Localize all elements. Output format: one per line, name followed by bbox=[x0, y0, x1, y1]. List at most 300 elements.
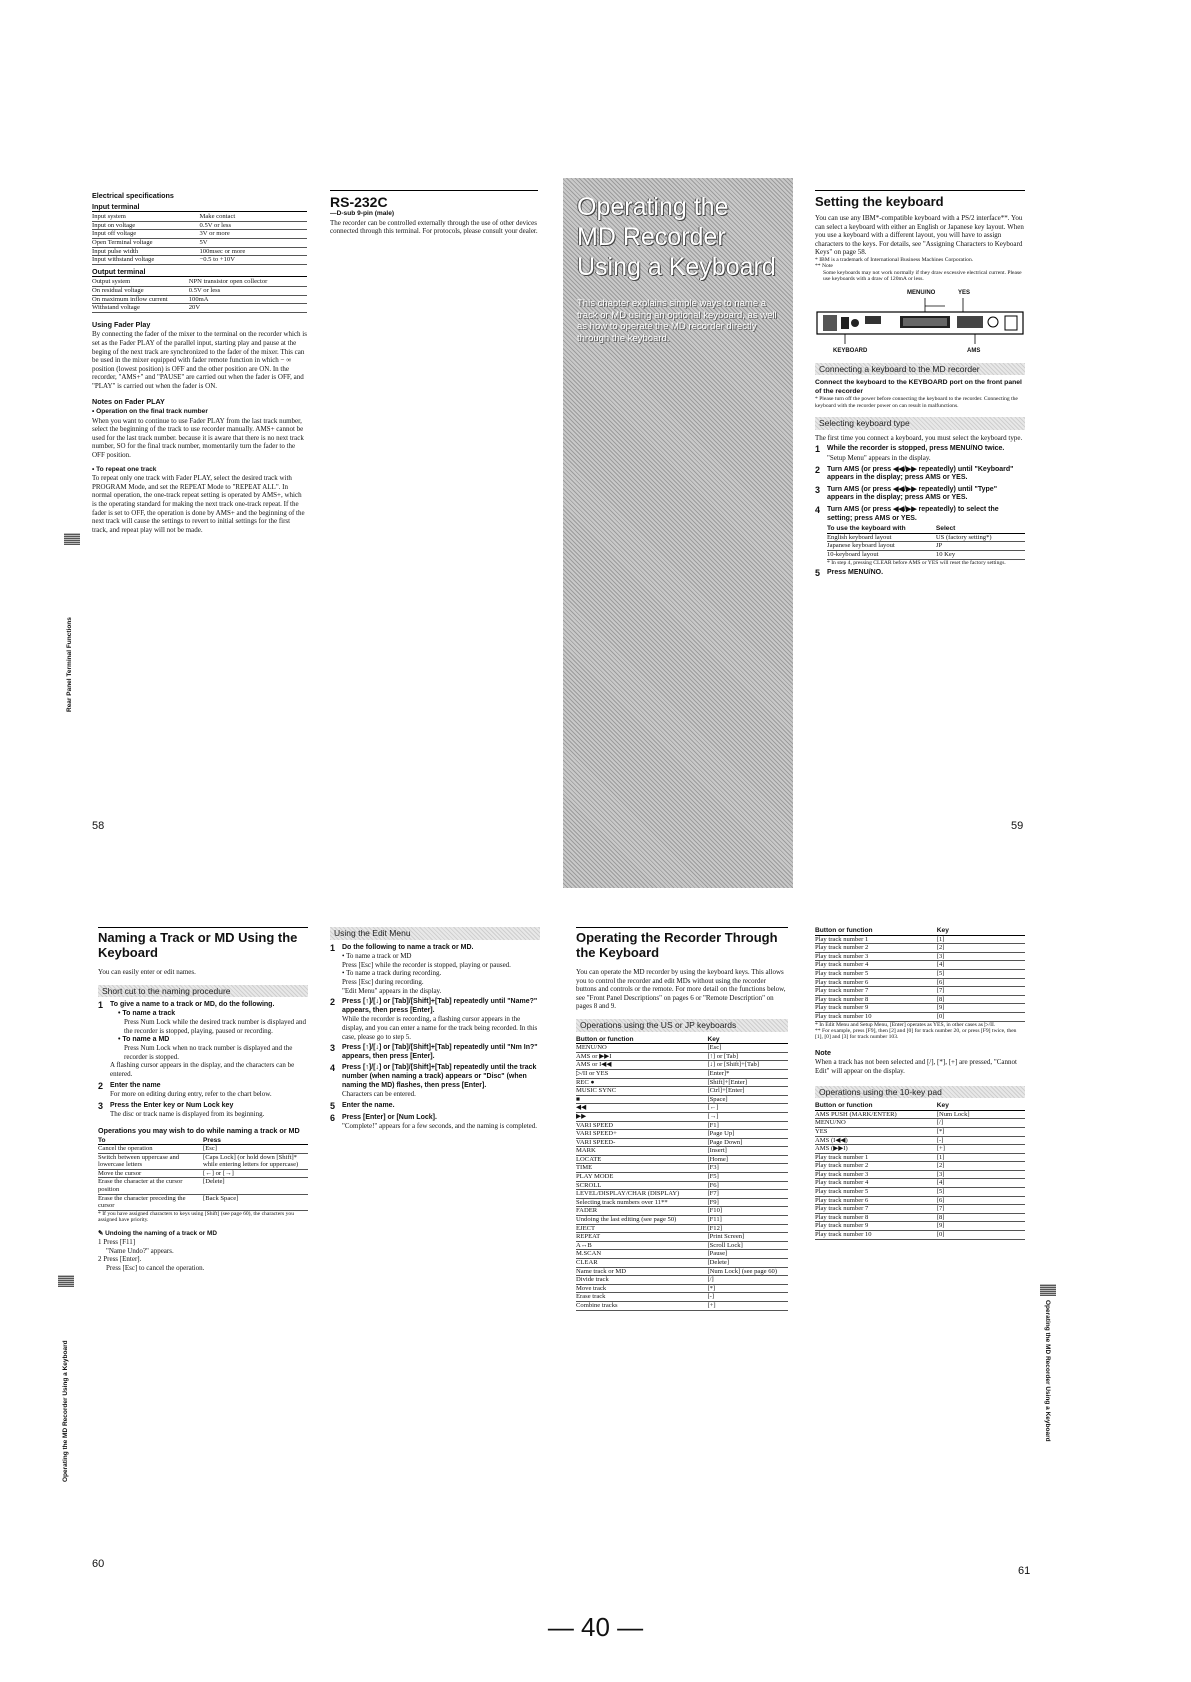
connect-text: Connect the keyboard to the KEYBOARD port on the front panel of the recorder bbox=[815, 379, 1022, 395]
undo-step-2b: Press [Esc] to cancel the operation. bbox=[106, 1264, 205, 1273]
table-row bbox=[576, 1173, 788, 1182]
edit-menu-section bbox=[330, 927, 540, 1131]
table-cell: Play track number 6 bbox=[815, 978, 937, 987]
table-cell: [2] bbox=[937, 1162, 1025, 1171]
table-cell: Key bbox=[707, 1036, 788, 1044]
table-cell: [Delete] bbox=[707, 1259, 788, 1268]
table-cell: [1] bbox=[937, 1153, 1025, 1162]
table-cell: [←] or [→] bbox=[203, 1169, 308, 1178]
side-tab-60: Operating the MD Recorder Using a Keyboard bbox=[62, 1340, 69, 1482]
step-item bbox=[815, 445, 1025, 462]
table-cell: AMS PUSH (MARK/ENTER) bbox=[815, 1110, 937, 1119]
step-body bbox=[342, 1044, 540, 1061]
table-row bbox=[815, 1231, 1025, 1240]
step-body bbox=[827, 506, 1025, 523]
page61-intro: You can operate the MD recorder by using the keyboard keys. This allows you to control the recorder and edit MDs without using the recorder buttons and controls or the remote. For more detail on the functions below, see "Front Panel Descriptions" on pages 6 or "Remote Description" on pages 8 and 9. bbox=[576, 968, 786, 1011]
keyboard-type-table bbox=[827, 525, 1025, 559]
table-row bbox=[576, 1155, 788, 1164]
input-heading: Input terminal bbox=[92, 203, 307, 213]
page-61-right bbox=[815, 927, 1025, 1240]
notes-heading: Notes on Fader PLAY bbox=[92, 397, 165, 407]
table-cell: 0.5V or less bbox=[200, 221, 308, 230]
table-row bbox=[815, 1170, 1025, 1179]
table-cell: JP bbox=[936, 542, 1025, 551]
table-row bbox=[92, 213, 307, 221]
table-cell: [8] bbox=[937, 995, 1025, 1004]
table-row bbox=[576, 1087, 788, 1096]
table-cell: YES bbox=[815, 1127, 937, 1136]
table-row bbox=[815, 952, 1025, 961]
table-cell: [F9] bbox=[707, 1198, 788, 1207]
step-1-num: 1 bbox=[98, 1000, 104, 1011]
step-body bbox=[342, 1102, 540, 1111]
table-cell: Play track number 8 bbox=[815, 1213, 937, 1222]
table-cell: Withstand voltage bbox=[92, 304, 189, 313]
table-cell: Move track bbox=[576, 1284, 707, 1293]
table-cell: Combine tracks bbox=[576, 1301, 707, 1310]
table-row bbox=[576, 1224, 788, 1233]
table-cell: VARI SPEED+ bbox=[576, 1130, 707, 1139]
table-cell: Cancel the operation bbox=[98, 1145, 203, 1154]
table-cell: [Esc] bbox=[707, 1044, 788, 1053]
naming-steps bbox=[98, 1001, 308, 1119]
recorder-drawing bbox=[815, 298, 1025, 348]
step-text: While the recorder is recording, a flashing cursor appears in the display, and you can enter a name for the track being recorded. In this case, please go to step 5. bbox=[342, 1015, 538, 1041]
table-cell: 10-keyboard layout bbox=[827, 550, 936, 559]
table-cell: [Home] bbox=[707, 1155, 788, 1164]
table-cell: [7] bbox=[937, 987, 1025, 996]
table-cell: SCROLL bbox=[576, 1181, 707, 1190]
table-cell: [4] bbox=[937, 961, 1025, 970]
type-table-wrap bbox=[827, 525, 1025, 566]
right-footnote-2: ** For example, press [F9], then [2] and [0] for track number 20, or press [F9] twice, then [1], [0] and [3] for track number 103. bbox=[815, 1027, 1017, 1041]
table-cell: [Shift]+[Enter] bbox=[707, 1078, 788, 1087]
step-3-text: The disc or track name is displayed from its beginning. bbox=[110, 1110, 265, 1119]
table-row bbox=[815, 1213, 1025, 1222]
table-row bbox=[576, 1078, 788, 1087]
table-cell: Button or function bbox=[815, 927, 937, 935]
table-cell: MARK bbox=[576, 1147, 707, 1156]
table-cell: [/] bbox=[937, 1119, 1025, 1128]
shortcut-heading: Short cut to the naming procedure bbox=[98, 985, 308, 998]
table-cell: Output system bbox=[92, 278, 189, 286]
step-5-num: 5 bbox=[815, 567, 821, 578]
table-cell: EJECT bbox=[576, 1224, 707, 1233]
label-menu-no: MENU/NO bbox=[907, 289, 936, 296]
table-cell: [F5] bbox=[707, 1173, 788, 1182]
step-number: 4 bbox=[330, 1063, 336, 1074]
table-cell: [←] bbox=[707, 1104, 788, 1113]
spec-title: Electrical specifications bbox=[92, 191, 174, 200]
table-cell: [-] bbox=[937, 1136, 1025, 1145]
table-cell: [Enter]* bbox=[707, 1069, 788, 1078]
note1-text: When you want to continue to use Fader PLAY from the last track number, select the beginning of the track to use recorder manually. AMS+ cannot be used for the last track number. because it is aware that there is no next track number, SO for the final track number, momentarily turn the fader to the OFF position. bbox=[92, 416, 304, 460]
fader-text: By connecting the fader of the mixer to the terminal on the recorder which is set as the Fader PLAY of the parallel input, starting play and pause at the beging of the next track are synchronized to the fader of the mixer. This can be used in the mixer equipped with fader remote function in which − ∞ position (lowest position) is OFF and the other position are ON. In the recorder, "AMS+" and "PAUSE" are carried out when the fader is OFF, and "PLAY" is carried out when the fader is ON. bbox=[92, 330, 307, 390]
table-row bbox=[576, 1267, 788, 1276]
table-cell: [F12] bbox=[707, 1224, 788, 1233]
table-row bbox=[92, 256, 307, 265]
table-cell: English keyboard layout bbox=[827, 533, 936, 542]
step-number: 1 bbox=[815, 444, 821, 455]
table-row bbox=[576, 1104, 788, 1113]
select-steps bbox=[815, 445, 1025, 523]
table-cell: [F10] bbox=[707, 1207, 788, 1216]
type-table-note: * In step 4, pressing CLEAR before AMS or YES will reset the factory settings. bbox=[827, 559, 1006, 566]
table-row bbox=[576, 1301, 788, 1310]
table-row bbox=[576, 1095, 788, 1104]
table-cell: Input withstand voltage bbox=[92, 256, 200, 265]
table-cell: Play track number 7 bbox=[815, 1205, 937, 1214]
table-cell: [F6] bbox=[707, 1181, 788, 1190]
table-cell: Play track number 5 bbox=[815, 969, 937, 978]
table-row bbox=[98, 1145, 308, 1154]
table-cell: [Page Up] bbox=[707, 1130, 788, 1139]
table-cell: AMS (I◀◀) bbox=[815, 1136, 937, 1145]
table-cell: To use the keyboard with bbox=[827, 525, 936, 533]
page-number-59: 59 bbox=[1011, 820, 1024, 832]
table-row bbox=[576, 1044, 788, 1053]
table-cell: Japanese keyboard layout bbox=[827, 542, 936, 551]
table-row bbox=[576, 1276, 788, 1285]
table-row bbox=[576, 1216, 788, 1225]
side-tab-rear-panel: Rear Panel Terminal Functions bbox=[66, 617, 73, 712]
table-row bbox=[98, 1153, 308, 1169]
table-row bbox=[815, 1222, 1025, 1231]
table-row bbox=[815, 1162, 1025, 1171]
table-row bbox=[576, 1207, 788, 1216]
step-1b-text: Press Num Lock when no track number is displayed and the recorder is stopped. bbox=[124, 1044, 293, 1061]
table-cell: Name track or MD bbox=[576, 1267, 707, 1276]
step-text: "Complete!" appears for a few seconds, and the naming is completed. bbox=[342, 1122, 538, 1131]
table-row bbox=[815, 995, 1025, 1004]
us-heading: Operations using the US or JP keyboards bbox=[576, 1019, 788, 1032]
step-1b-title: • To name a MD bbox=[118, 1035, 170, 1043]
table-row bbox=[815, 987, 1025, 996]
table-cell: 100msec or more bbox=[200, 247, 308, 256]
side-tab-61: Operating the MD Recorder Using a Keyboard bbox=[1044, 1300, 1051, 1442]
select-heading: Selecting keyboard type bbox=[815, 417, 1025, 430]
note1-title: • Operation on the final track number bbox=[92, 408, 208, 416]
table-cell: Play track number 2 bbox=[815, 1162, 937, 1171]
step-item bbox=[330, 1102, 540, 1111]
table-cell: [Delete] bbox=[203, 1178, 308, 1194]
page59-intro: You can use any IBM*-compatible keyboard with a PS/2 interface**. You can select a keyboard with either an English or Japanese key layout. When you use a keyboard with a different layout, you will have to assign characters to the keys. For details, see "Assigning Characters to Keyboard Keys" on page 58. bbox=[815, 214, 1024, 257]
table-cell: [*] bbox=[707, 1284, 788, 1293]
page60-intro: You can easily enter or edit names. bbox=[98, 968, 196, 976]
step-item bbox=[330, 1114, 540, 1131]
fader-heading: Using Fader Play bbox=[92, 319, 151, 329]
select-intro: The first time you connect a keyboard, you must select the keyboard type. bbox=[815, 433, 1023, 442]
step-body bbox=[827, 445, 1025, 462]
table-cell: Play track number 10 bbox=[815, 1231, 937, 1240]
rs232-title: RS-232C bbox=[330, 194, 388, 210]
table-cell: [2] bbox=[937, 944, 1025, 953]
table-row bbox=[827, 550, 1025, 559]
table-cell: Play track number 10 bbox=[815, 1012, 937, 1021]
step-1a-text: Press Num Lock while the desired track number is displayed and the recorder is stopped, playing, paused or recording. bbox=[124, 1018, 306, 1035]
table-cell: Button or function bbox=[815, 1102, 937, 1110]
step-2-num: 2 bbox=[98, 1080, 104, 1091]
chapter-title bbox=[577, 192, 776, 282]
table-cell: [Num Lock] bbox=[937, 1110, 1025, 1119]
table-row bbox=[92, 221, 307, 230]
page-number-58: 58 bbox=[92, 820, 105, 832]
table-cell: [3] bbox=[937, 1170, 1025, 1179]
step-title: Press [↑]/[↓] or [Tab]/[Shift]+[Tab] repeatedly until "Name?" appears, then press [Enter]. bbox=[342, 998, 538, 1014]
chapter-title-line-1: Operating the bbox=[577, 193, 729, 221]
step-title: Turn AMS (or press ◀◀/▶▶ repeatedly) until "Keyboard" appears in the display; press AMS or YES. bbox=[827, 465, 1014, 482]
table-cell: On residual voltage bbox=[92, 286, 189, 295]
rs232-subtitle: —D-sub 9-pin (male) bbox=[330, 210, 395, 217]
table-cell: [F1] bbox=[707, 1121, 788, 1130]
step-title: Press [↑]/[↓] or [Tab]/[Shift]+[Tab] repeatedly until the track number (when naming a track) appears or "Disc" (when naming the MD) flashes, then press [Enter]. bbox=[342, 1064, 537, 1089]
table-cell: 5V bbox=[200, 238, 308, 247]
table-cell: [5] bbox=[937, 1188, 1025, 1197]
table-row bbox=[576, 1241, 788, 1250]
output-terminal-table bbox=[92, 278, 307, 312]
table-row bbox=[576, 1284, 788, 1293]
table-cell: AMS or I◀◀ bbox=[576, 1061, 707, 1070]
table-row bbox=[92, 295, 307, 304]
step-body bbox=[342, 1114, 540, 1131]
table-row bbox=[576, 1198, 788, 1207]
output-heading: Output terminal bbox=[92, 268, 307, 278]
table-header-row bbox=[98, 1137, 308, 1145]
table-cell: Play track number 1 bbox=[815, 935, 937, 944]
table-cell: Play track number 3 bbox=[815, 1170, 937, 1179]
tenkey-table bbox=[815, 1102, 1025, 1240]
ops-heading: Operations you may wish to do while naming a track or MD bbox=[98, 1125, 300, 1135]
table-cell: [3] bbox=[937, 952, 1025, 961]
table-cell: LOCATE bbox=[576, 1155, 707, 1164]
chapter-title-line-3: Using a Keyboard bbox=[577, 253, 776, 281]
step-body bbox=[827, 466, 1025, 483]
step-number: 1 bbox=[330, 942, 336, 953]
us-keyboard-table bbox=[576, 1036, 788, 1311]
table-row bbox=[815, 1179, 1025, 1188]
edit-menu-steps bbox=[330, 944, 540, 1131]
table-row bbox=[815, 935, 1025, 944]
step-title: While the recorder is stopped, press MENU/NO twice. bbox=[827, 445, 1005, 453]
page-59 bbox=[815, 190, 1025, 578]
right-footnote-1: * In Edit Menu and Setup Menu, [Enter] operates as YES, in other cases as ▷/II. bbox=[815, 1021, 996, 1028]
table-cell: [Num Lock] (see page 60) bbox=[707, 1267, 788, 1276]
table-row bbox=[815, 978, 1025, 987]
table-cell: [0] bbox=[937, 1231, 1025, 1240]
step-number: 5 bbox=[330, 1100, 336, 1111]
undo-step-2: 2 Press [Enter]. bbox=[98, 1255, 142, 1264]
table-cell: [+] bbox=[707, 1301, 788, 1310]
table-cell: Key bbox=[937, 927, 1025, 935]
table-cell: REC ● bbox=[576, 1078, 707, 1087]
footnote-ibm: * IBM is a trademark of International Business Machines Corporation. bbox=[815, 256, 974, 263]
edit-menu-heading: Using the Edit Menu bbox=[330, 927, 540, 940]
table-cell: 0.5V or less bbox=[189, 286, 307, 295]
label-keyboard: KEYBOARD bbox=[833, 347, 868, 354]
table-row bbox=[576, 1138, 788, 1147]
table-row bbox=[815, 1153, 1025, 1162]
footnote-current: Some keyboards may not work normally if they draw excessive electrical current. Please use keyboards with a draw of 120mA or less. bbox=[823, 269, 1022, 283]
step-number: 2 bbox=[815, 464, 821, 475]
ops-note: * If you have assigned characters to keys using [Shift] (see page 60), the characters you assigned have priority. bbox=[98, 1210, 295, 1224]
track-number-table bbox=[815, 927, 1025, 1022]
table-cell: NPN transistor open collector bbox=[189, 278, 307, 286]
table-cell: [→] bbox=[707, 1112, 788, 1121]
table-cell: MENU/NO bbox=[576, 1044, 707, 1053]
step-item bbox=[815, 506, 1025, 523]
step-number: 2 bbox=[330, 997, 336, 1008]
table-cell: Key bbox=[937, 1102, 1025, 1110]
label-ams: AMS bbox=[967, 347, 981, 354]
table-cell: [*] bbox=[937, 1127, 1025, 1136]
table-cell: Select bbox=[936, 525, 1025, 533]
table-cell: FADER bbox=[576, 1207, 707, 1216]
table-cell: Play track number 4 bbox=[815, 1179, 937, 1188]
step-item bbox=[815, 466, 1025, 483]
table-cell: 10 Key bbox=[936, 550, 1025, 559]
table-cell: Switch between uppercase and lowercase letters bbox=[98, 1153, 203, 1169]
table-row bbox=[815, 1004, 1025, 1013]
step-2-title: Enter the name bbox=[110, 1081, 161, 1089]
note2-title: • To repeat one track bbox=[92, 465, 157, 473]
table-row bbox=[815, 961, 1025, 970]
table-cell: [Caps Lock] (or hold down [Shift]* while entering letters for uppercase) bbox=[203, 1153, 308, 1169]
table-cell: [Space] bbox=[707, 1095, 788, 1104]
table-cell: Divide track bbox=[576, 1276, 707, 1285]
table-cell: Undoing the last editing (see page 50) bbox=[576, 1216, 707, 1225]
step-3-num: 3 bbox=[98, 1100, 104, 1111]
step-5 bbox=[815, 569, 1025, 578]
undo-heading: ✎ Undoing the naming of a track or MD bbox=[98, 1229, 217, 1237]
table-row bbox=[815, 1127, 1025, 1136]
undo-step-1b: "Name Undo?" appears. bbox=[106, 1246, 174, 1255]
table-cell: Open Terminal voltage bbox=[92, 238, 200, 247]
note-text: When a track has not been selected and [/], [*], [+] are pressed, "Cannot Edit" will appear on the display. bbox=[815, 1058, 1017, 1075]
chapter-description: This chapter explains simple ways to name a track or MD using an optional keyboard, as well as how to operate the MD recorder directly through the keyboard. bbox=[577, 298, 777, 344]
table-cell: Move the cursor bbox=[98, 1169, 203, 1178]
page59-title: Setting the keyboard bbox=[815, 194, 944, 209]
chapter-title-line-2: MD Recorder bbox=[577, 223, 726, 251]
table-cell: Play track number 5 bbox=[815, 1188, 937, 1197]
table-row bbox=[815, 1119, 1025, 1128]
note2-text: To repeat only one track with Fader PLAY, select the desired track with PROGRAM Mode, and set the REPEAT Mode to "REPEAT ALL". In normal operation, the one-track repeat setting is operated by AMS+, which is the operating standard for making the next track one-track repeat. If the fader is set to OFF, the operation is done by AMS+ and the beginning of the next track will cause the settings to revert to initial settings for the first track, and repeat play will not be made. bbox=[92, 474, 305, 534]
table-row bbox=[92, 286, 307, 295]
table-cell: ◀◀ bbox=[576, 1104, 707, 1113]
table-cell: −0.5 to +10V bbox=[200, 256, 308, 265]
table-cell: [Ctrl]+[Enter] bbox=[707, 1087, 788, 1096]
table-cell: [0] bbox=[937, 1012, 1025, 1021]
table-cell: [9] bbox=[937, 1222, 1025, 1231]
table-row bbox=[92, 238, 307, 247]
table-row bbox=[576, 1069, 788, 1078]
table-header-row bbox=[576, 1036, 788, 1044]
table-cell: Play track number 2 bbox=[815, 944, 937, 953]
table-cell: ▷/II or YES bbox=[576, 1069, 707, 1078]
table-row bbox=[576, 1130, 788, 1139]
side-tab-marker-61 bbox=[1040, 1284, 1056, 1296]
table-cell: PLAY MODE bbox=[576, 1173, 707, 1182]
table-cell: Play track number 4 bbox=[815, 961, 937, 970]
table-cell: On maximum inflow current bbox=[92, 295, 189, 304]
table-cell: [Esc] bbox=[203, 1145, 308, 1154]
step-item bbox=[330, 1064, 540, 1098]
step-item bbox=[330, 1044, 540, 1061]
label-yes: YES bbox=[958, 289, 971, 296]
table-cell: 20V bbox=[189, 304, 307, 313]
rs232-section bbox=[330, 190, 538, 236]
table-cell: [Print Screen] bbox=[707, 1233, 788, 1242]
step-item bbox=[330, 998, 540, 1041]
table-cell: ■ bbox=[576, 1095, 707, 1104]
table-cell: Make contact bbox=[200, 213, 308, 221]
table-cell: [7] bbox=[937, 1205, 1025, 1214]
table-cell: Input off voltage bbox=[92, 230, 200, 239]
step-2-text: For more on editing during entry, refer to the chart below. bbox=[110, 1090, 272, 1099]
step-1-after: A flashing cursor appears in the display, and the characters can be entered. bbox=[110, 1061, 295, 1078]
page61-title: Operating the Recorder Through the Keyboard bbox=[576, 930, 778, 960]
table-cell: Play track number 8 bbox=[815, 995, 937, 1004]
undo-step-1: 1 Press [F11] bbox=[98, 1238, 136, 1247]
page-61-main bbox=[576, 927, 788, 1311]
table-cell: VARI SPEED bbox=[576, 1121, 707, 1130]
table-cell: To bbox=[98, 1137, 203, 1145]
table-row bbox=[827, 533, 1025, 542]
table-row bbox=[576, 1181, 788, 1190]
table-cell: Play track number 6 bbox=[815, 1196, 937, 1205]
table-row bbox=[576, 1052, 788, 1061]
page60-title: Naming a Track or MD Using the Keyboard bbox=[98, 930, 298, 960]
rs232-text: The recorder can be controlled externally through the use of other devices connected through this terminal. For protocols, please consult your dealer. bbox=[330, 218, 538, 236]
table-row bbox=[815, 944, 1025, 953]
connect-heading: Connecting a keyboard to the MD recorder bbox=[815, 363, 1025, 376]
table-row bbox=[576, 1147, 788, 1156]
step-title: Turn AMS (or press ◀◀/▶▶ repeatedly) to select the setting; press AMS or YES. bbox=[827, 505, 999, 522]
table-cell: [/] bbox=[707, 1276, 788, 1285]
table-header-row bbox=[827, 525, 1025, 533]
step-body bbox=[342, 998, 540, 1041]
step-number: 3 bbox=[330, 1043, 336, 1054]
side-tab-marker-60 bbox=[58, 1275, 74, 1287]
table-cell: [F7] bbox=[707, 1190, 788, 1199]
table-row bbox=[92, 304, 307, 313]
table-cell: [↑] or [Tab] bbox=[707, 1052, 788, 1061]
page-number-61: 61 bbox=[1018, 1565, 1031, 1577]
table-row bbox=[92, 230, 307, 239]
table-cell: MUSIC SYNC bbox=[576, 1087, 707, 1096]
footnote-note: ** Note bbox=[815, 263, 833, 270]
table-row bbox=[576, 1121, 788, 1130]
step-body bbox=[342, 944, 540, 996]
table-cell: Press bbox=[203, 1137, 308, 1145]
step-body bbox=[342, 1064, 540, 1098]
table-cell: AMS or ▶▶I bbox=[576, 1052, 707, 1061]
table-cell: Erase the character at the cursor position bbox=[98, 1178, 203, 1194]
table-cell: [1] bbox=[937, 935, 1025, 944]
step-body bbox=[827, 486, 1025, 503]
table-cell: M.SCAN bbox=[576, 1250, 707, 1259]
table-row bbox=[576, 1112, 788, 1121]
table-row bbox=[827, 542, 1025, 551]
step-title: Do the following to name a track or MD. bbox=[342, 943, 474, 951]
table-row bbox=[92, 278, 307, 286]
step-number: 6 bbox=[330, 1112, 336, 1123]
table-cell: [8] bbox=[937, 1213, 1025, 1222]
table-row bbox=[92, 247, 307, 256]
table-row bbox=[815, 1145, 1025, 1154]
table-row bbox=[576, 1164, 788, 1173]
table-header-row bbox=[815, 1102, 1025, 1110]
page-60 bbox=[98, 927, 308, 1273]
